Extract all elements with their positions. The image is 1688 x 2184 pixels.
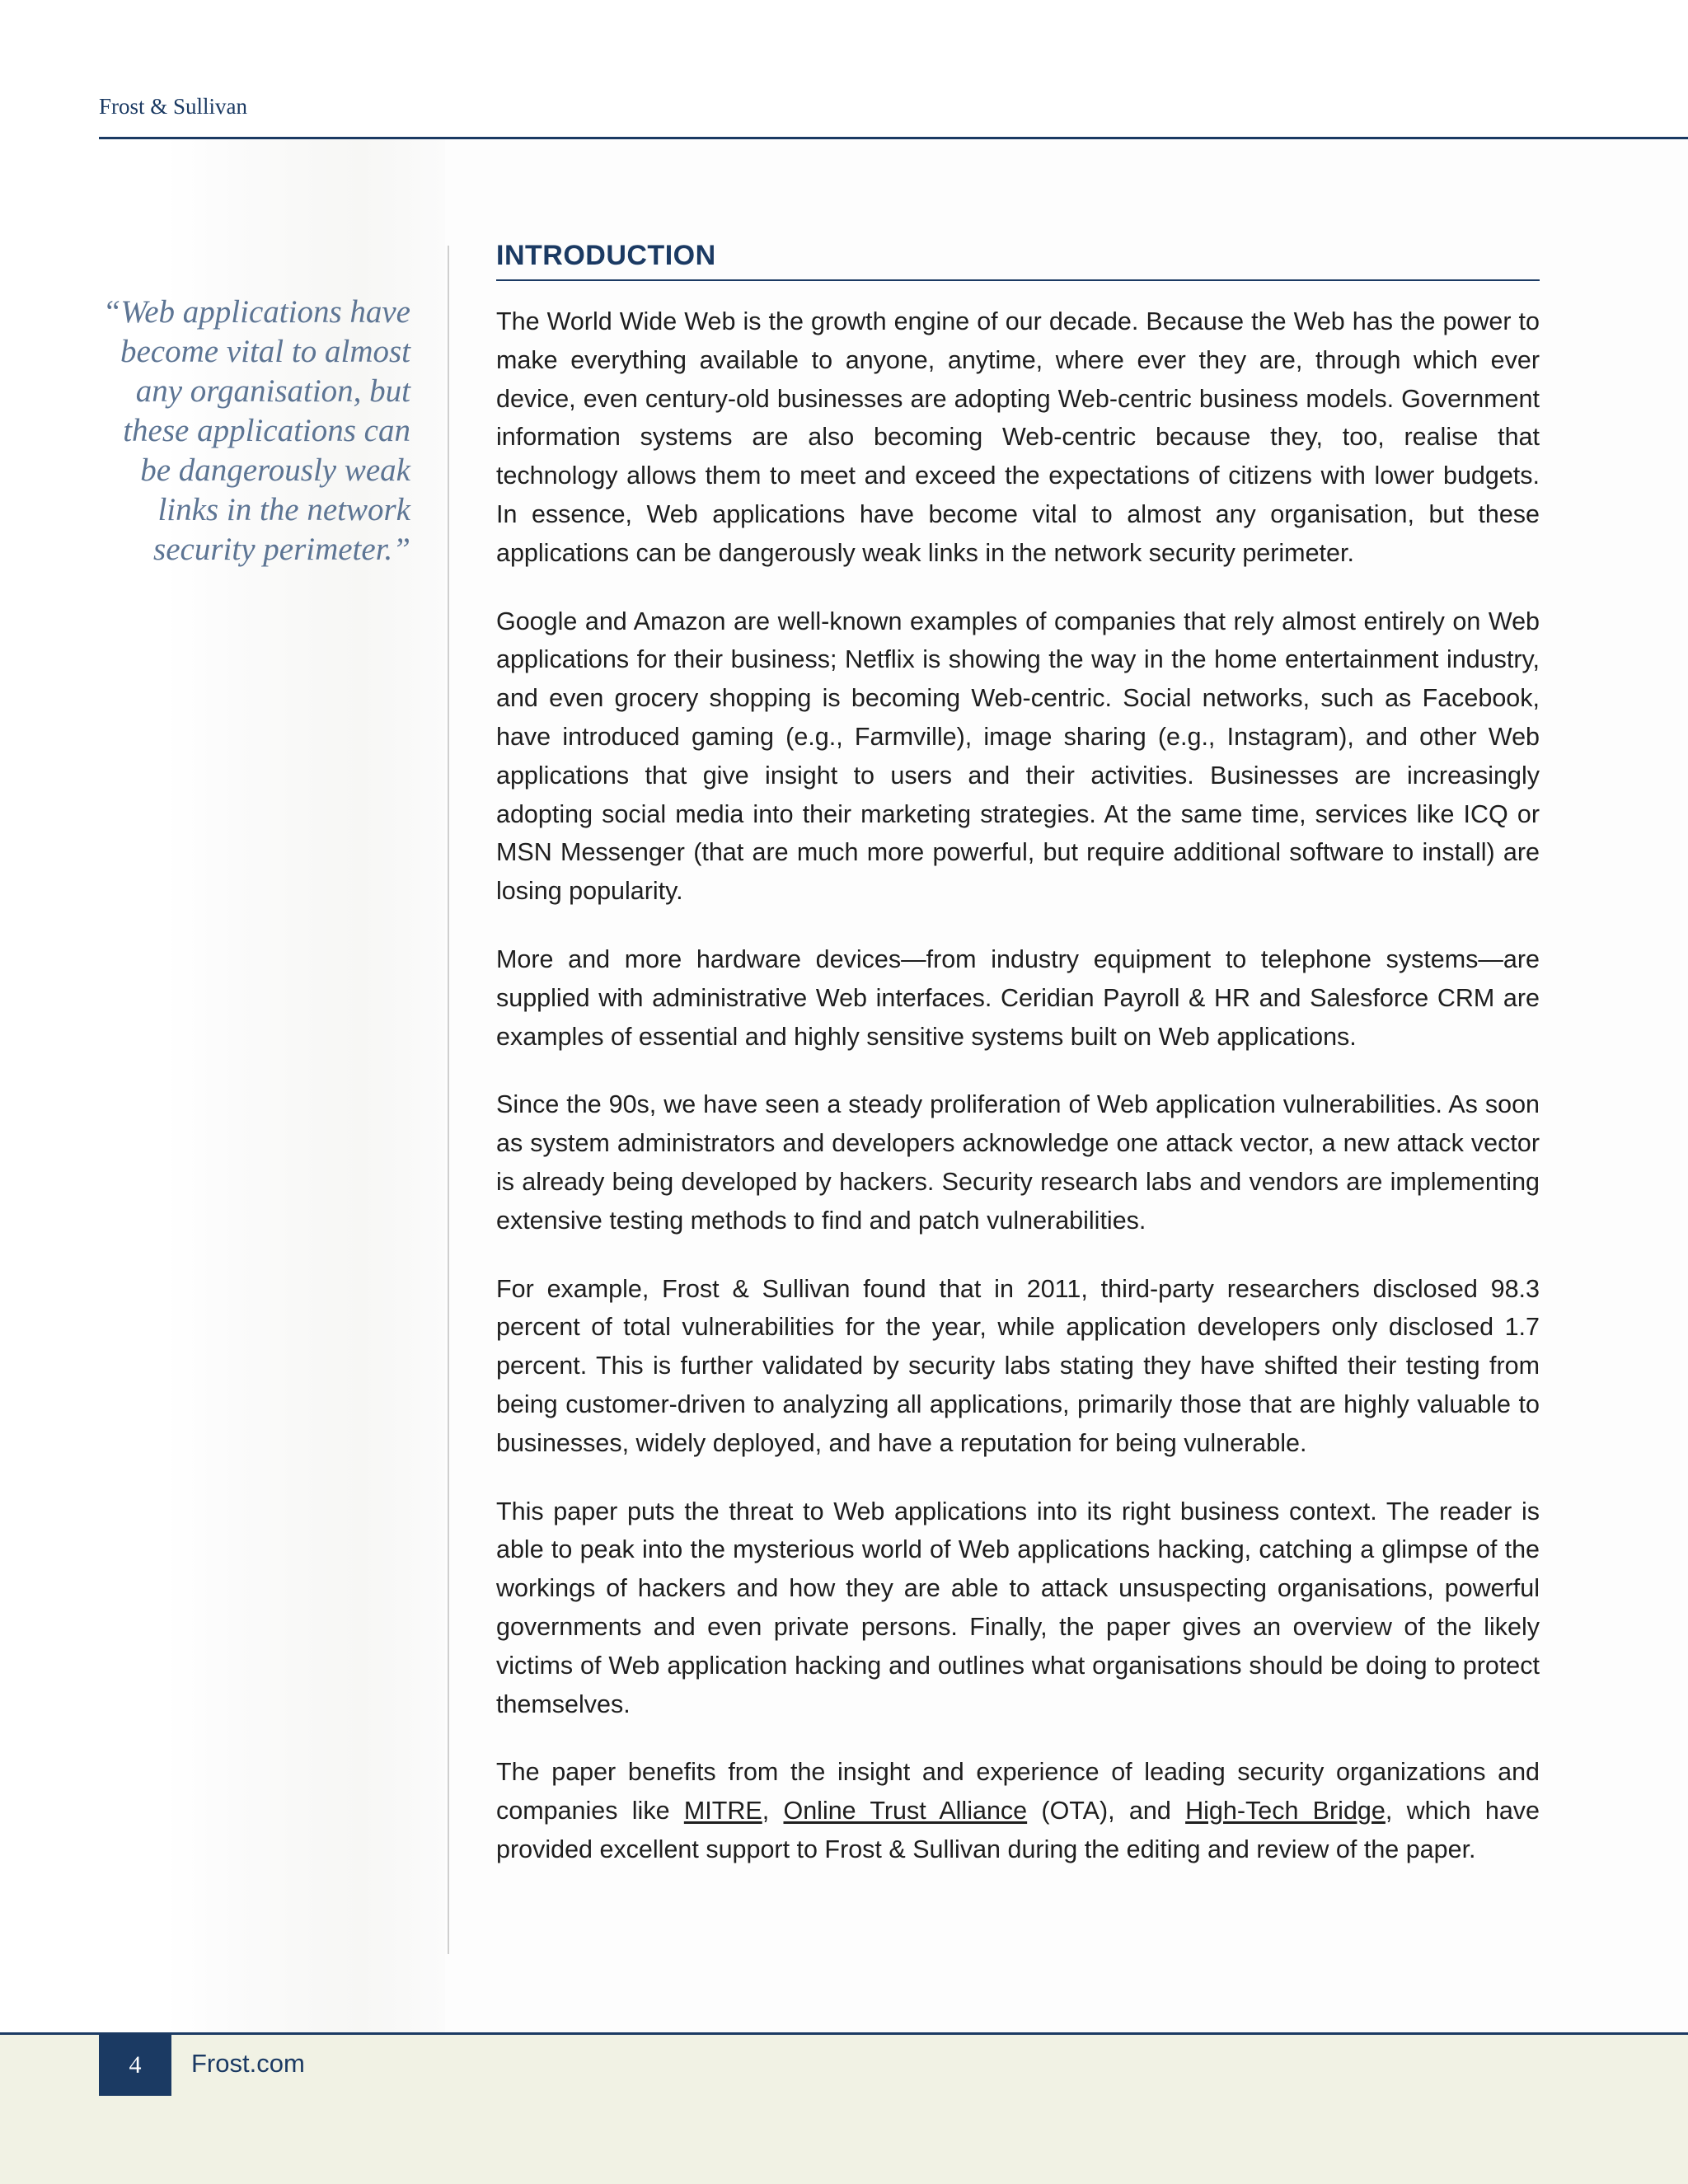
paragraph: Google and Amazon are well-known examples of companies that rely almost entirely on Web applications for their business; Netflix is showing the way in the home entertainment industry, and even grocery shopping is becoming Web-centric. Social networks, such as Facebook, have introduced gaming (e.g., Farmville), image sharing (e.g., Instagram), and other Web applications that give insight to users and their activities. Businesses are increasingly adopting social media into their marketing strategies. At the same time, services like ICQ or MSN Messenger (that are much more powerful, but require additional software to install) are losing popularity. xyxy=(496,607,1540,906)
page-number: 4 xyxy=(99,2035,171,2096)
pull-quote: “Web applications have become vital to almost any organisation, but these applications can be dangerously weak links in the network security perimeter.” xyxy=(102,294,410,567)
paragraph-acknowledgements xyxy=(496,1753,1540,1868)
paragraph-text: (OTA), and xyxy=(1027,1797,1186,1825)
footer-site-link[interactable]: Frost.com xyxy=(191,2049,305,2078)
section-title: INTRODUCTION xyxy=(496,236,1540,281)
paragraph: More and more hardware devices—from industry equipment to telephone systems—are supplied with administrative Web interfaces. Ceridian Payroll & HR and Salesforce CRM are examples of essential and highly sensitive systems built on Web applications. xyxy=(496,944,1540,1051)
header-brand: Frost & Sullivan xyxy=(99,94,248,119)
paragraph-text: , xyxy=(762,1797,784,1825)
footer-rule xyxy=(0,2032,1688,2035)
paragraph-text: , which have provided excellent support to Frost & Sullivan during the editing and review of the paper. xyxy=(496,1797,1540,1863)
column-divider xyxy=(448,246,449,1954)
paragraph-text: The paper benefits from the insight and experience of leading security organizations and companies like xyxy=(496,1758,1540,1825)
mitre-link[interactable]: MITRE xyxy=(683,1797,762,1825)
main-content xyxy=(496,236,1540,1869)
high-tech-bridge-link[interactable]: High-Tech Bridge xyxy=(1185,1797,1386,1825)
online-trust-alliance-link[interactable]: Online Trust Alliance xyxy=(783,1797,1028,1825)
header-rule xyxy=(99,137,1688,139)
paragraph: The World Wide Web is the growth engine of our decade. Because the Web has the power to make everything available to anyone, anytime, where ever they are, through which ever device, even century-old businesses are adopting Web-centric business models. Government information systems are also becoming Web-centric because they, too, realise that technology allows them to meet and exceed the expectations of citizens with lower budgets. In essence, Web applications have become vital to almost any organisation, but these applications can be dangerously weak links in the network security perimeter. xyxy=(496,307,1540,567)
paragraph: This paper puts the threat to Web applications into its right business context. The reader is able to peak into the mysterious world of Web applications hacking, catching a glimpse of the workings of hackers and how they are able to attack unsuspecting organisations, powerful governments and even private persons. Finally, the paper gives an overview of the likely victims of Web application hacking and outlines what organisations should be doing to protect themselves. xyxy=(496,1497,1540,1718)
paragraph: For example, Frost & Sullivan found that in 2011, third-party researchers disclosed 98.3 percent of total vulnerabilities for the year, while application developers only disclosed 1.7 percent. This is further validated by security labs stating they have shifted their testing from being customer-driven to analyzing all applications, primarily those that are highly valuable to businesses, widely deployed, and have a reputation for being vulnerable. xyxy=(496,1274,1540,1457)
paragraph: Since the 90s, we have seen a steady proliferation of Web application vulnerabilities. As soon as system administrators and developers acknowledge one attack vector, a new attack vector is already being developed by hackers. Security research labs and vendors are implementing extensive testing methods to find and patch vulnerabilities. xyxy=(496,1090,1540,1235)
